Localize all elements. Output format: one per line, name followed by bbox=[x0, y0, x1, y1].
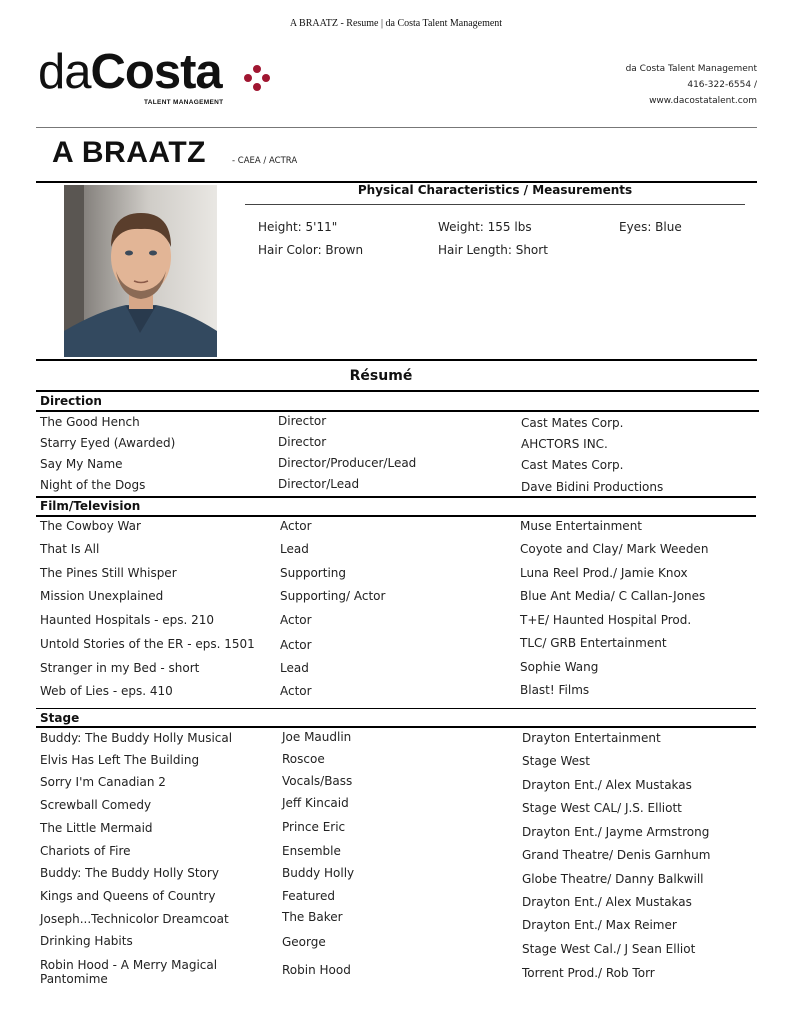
direction-company: AHCTORS INC. bbox=[521, 437, 608, 451]
stage-project: Joseph...Technicolor Dreamcoat bbox=[40, 912, 229, 926]
stage-role: Robin Hood bbox=[282, 963, 351, 977]
stage-company: Drayton Ent./ Alex Mustakas bbox=[522, 895, 692, 909]
stage-company: Drayton Ent./ Jayme Armstrong bbox=[522, 825, 710, 839]
film-section-title: Film/Television bbox=[40, 499, 141, 513]
direction-project: The Good Hench bbox=[40, 415, 140, 429]
direction-company: Dave Bidini Productions bbox=[521, 480, 664, 494]
film-project: Stranger in my Bed - short bbox=[40, 661, 200, 675]
stage-project: Buddy: The Buddy Holly Musical bbox=[40, 731, 233, 745]
headshot-photo bbox=[64, 185, 217, 357]
film-role: Supporting bbox=[280, 566, 346, 580]
stage-role: Joe Maudlin bbox=[282, 730, 352, 744]
stage-project: Sorry I'm Canadian 2 bbox=[40, 775, 166, 789]
stage-bottom-rule bbox=[36, 726, 756, 728]
stage-role: The Baker bbox=[282, 910, 343, 924]
film-company: Muse Entertainment bbox=[520, 519, 642, 533]
direction-company: Cast Mates Corp. bbox=[521, 416, 624, 430]
stage-project: Screwball Comedy bbox=[40, 798, 152, 812]
film-role: Lead bbox=[280, 661, 309, 675]
eyes-value: Eyes: Blue bbox=[619, 220, 682, 234]
stage-role: Prince Eric bbox=[282, 820, 346, 834]
hair-length-value: Hair Length: Short bbox=[438, 243, 548, 257]
stage-role: Jeff Kincaid bbox=[282, 796, 349, 810]
weight-value: Weight: 155 lbs bbox=[438, 220, 532, 234]
logo-wordmark: daCosta bbox=[38, 45, 222, 99]
stage-company: Globe Theatre/ Danny Balkwill bbox=[522, 872, 704, 886]
film-company: T+E/ Haunted Hospital Prod. bbox=[520, 613, 692, 627]
stage-project: The Little Mermaid bbox=[40, 821, 153, 835]
stage-role: Ensemble bbox=[282, 844, 341, 858]
agency-phone: 416-322-6554 / bbox=[687, 80, 757, 90]
stage-project: Elvis Has Left The Building bbox=[40, 753, 200, 767]
stage-company: Drayton Entertainment bbox=[522, 731, 661, 745]
film-role: Supporting/ Actor bbox=[280, 589, 386, 603]
film-project: Mission Unexplained bbox=[40, 589, 164, 603]
stage-role: Buddy Holly bbox=[282, 866, 355, 880]
film-role: Actor bbox=[280, 638, 312, 652]
film-project: Web of Lies - eps. 410 bbox=[40, 684, 173, 698]
stage-company: Stage West Cal./ J Sean Elliot bbox=[522, 942, 696, 956]
direction-project: Night of the Dogs bbox=[40, 478, 146, 492]
film-bottom-rule bbox=[36, 515, 756, 517]
stage-company: Grand Theatre/ Denis Garnhum bbox=[522, 848, 711, 862]
photo-divider bbox=[36, 359, 757, 361]
physical-divider bbox=[245, 204, 745, 205]
film-role: Actor bbox=[280, 519, 312, 533]
film-project: The Cowboy War bbox=[40, 519, 141, 533]
film-role: Lead bbox=[280, 542, 309, 556]
actor-name: A BRAATZ bbox=[52, 136, 206, 169]
direction-section-title: Direction bbox=[40, 394, 102, 408]
film-project: The Pines Still Whisper bbox=[40, 566, 177, 580]
stage-company: Stage West bbox=[522, 754, 590, 768]
direction-company: Cast Mates Corp. bbox=[521, 458, 624, 472]
actor-unions: - CAEA / ACTRA bbox=[232, 156, 298, 166]
direction-top-rule bbox=[36, 390, 759, 392]
stage-role: George bbox=[282, 935, 326, 949]
stage-top-rule bbox=[36, 708, 756, 709]
film-company: Coyote and Clay/ Mark Weeden bbox=[520, 542, 709, 556]
resume-title: Résumé bbox=[349, 368, 413, 384]
film-project: That Is All bbox=[40, 542, 100, 556]
height-value: Height: 5'11" bbox=[258, 220, 338, 234]
stage-company: Torrent Prod./ Rob Torr bbox=[522, 966, 655, 980]
direction-role: Director bbox=[278, 435, 327, 449]
film-role: Actor bbox=[280, 613, 312, 627]
film-role: Actor bbox=[280, 684, 312, 698]
agency-contact bbox=[626, 61, 757, 109]
agency-website[interactable]: www.dacostatalent.com bbox=[649, 96, 757, 106]
direction-project: Starry Eyed (Awarded) bbox=[40, 436, 176, 450]
film-company: Blue Ant Media/ C Callan-Jones bbox=[520, 589, 706, 603]
film-company: Luna Reel Prod./ Jamie Knox bbox=[520, 566, 688, 580]
stage-company: Stage West CAL/ J.S. Elliott bbox=[522, 801, 682, 815]
stage-project: Drinking Habits bbox=[40, 934, 133, 948]
stage-company: Drayton Ent./ Alex Mustakas bbox=[522, 778, 692, 792]
direction-role: Director/Lead bbox=[278, 477, 360, 491]
film-project: Untold Stories of the ER - eps. 1501 bbox=[40, 637, 255, 651]
film-top-rule bbox=[36, 496, 756, 498]
film-company: Blast! Films bbox=[520, 683, 590, 697]
logo-dots-icon bbox=[244, 65, 270, 91]
header-divider bbox=[36, 127, 757, 128]
stage-project: Buddy: The Buddy Holly Story bbox=[40, 866, 219, 880]
stage-section-title: Stage bbox=[40, 711, 80, 725]
direction-role: Director/Producer/Lead bbox=[278, 456, 417, 470]
stage-project: Robin Hood - A Merry Magical Pantomime bbox=[40, 958, 218, 986]
print-header: A BRAATZ - Resume | da Costa Talent Management bbox=[289, 18, 503, 29]
film-project: Haunted Hospitals - eps. 210 bbox=[40, 613, 215, 627]
agency-name: da Costa Talent Management bbox=[625, 64, 757, 74]
stage-company: Drayton Ent./ Max Reimer bbox=[522, 918, 677, 932]
stage-role: Vocals/Bass bbox=[282, 774, 353, 788]
film-company: Sophie Wang bbox=[520, 660, 599, 674]
direction-role: Director bbox=[278, 414, 327, 428]
dacosta-logo[interactable] bbox=[38, 45, 278, 112]
stage-project: Chariots of Fire bbox=[40, 844, 131, 858]
stage-role: Roscoe bbox=[282, 752, 325, 766]
film-company: TLC/ GRB Entertainment bbox=[520, 636, 667, 650]
direction-project: Say My Name bbox=[40, 457, 123, 471]
physical-section-title: Physical Characteristics / Measurements bbox=[357, 183, 633, 197]
hair-color-value: Hair Color: Brown bbox=[258, 243, 364, 257]
stage-project: Kings and Queens of Country bbox=[40, 889, 216, 903]
direction-bottom-rule bbox=[36, 410, 759, 412]
stage-role: Featured bbox=[282, 889, 335, 903]
logo-subtitle: TALENT MANAGEMENT bbox=[144, 99, 224, 106]
